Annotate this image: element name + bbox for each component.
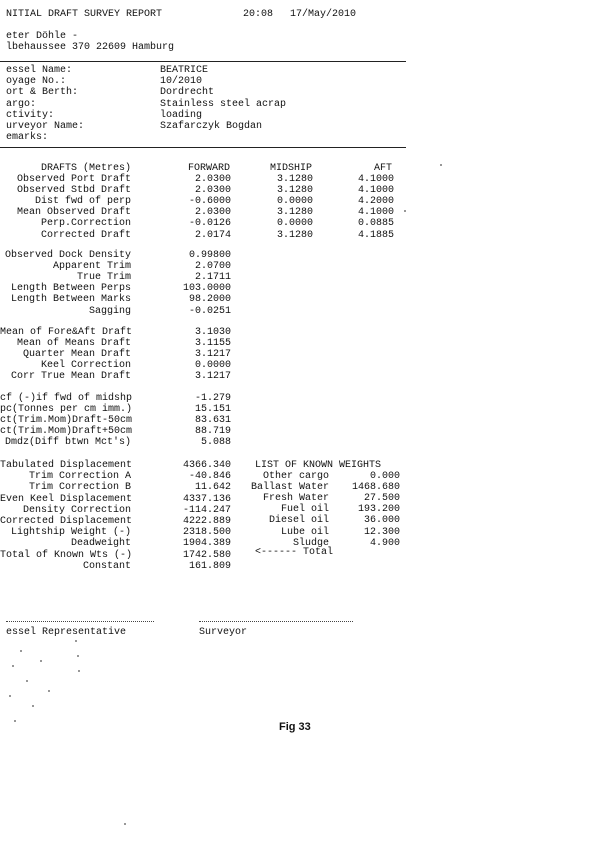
draft-forward-value: 2.0300 [194,207,231,219]
hydro-row-label: cf (-)if fwd of midshp [0,393,133,404]
vessel-info-label: argo: [6,98,37,110]
vessel-info-value: Stainless steel acrap [160,98,287,110]
vessel-info-label: oyage No.: [6,76,67,88]
known-weight-label: Fuel oil [280,504,329,516]
vessel-info-value: Szafarczyk Bogdan [160,121,263,132]
mean-row-value: 3.1030 [194,327,231,338]
hydro-row-value: 88.719 [194,426,231,438]
known-weight-value: 0.000 [369,471,400,482]
known-weight-value: 36.000 [363,515,400,527]
draft-aft-value: 4.1000 [357,185,394,197]
known-weight-value: 4.900 [369,537,400,549]
density-row-label: Observed Dock Density [4,250,131,261]
mean-row-value: 3.1217 [194,349,231,361]
report-time: 20:08 [243,9,274,20]
displacement-row-value: 161.809 [188,560,231,572]
vessel-info-label: urveyor Name: [6,121,85,132]
displacement-row-label: Total of Known Wts (-) [0,549,133,561]
known-weight-value: 27.500 [363,493,400,505]
density-row-label: Length Between Marks [10,294,131,306]
draft-midship-value: 3.1280 [276,207,313,219]
draft-midship-value: 0.0000 [276,196,313,208]
displacement-row-label: Even Keel Displacement [0,493,133,505]
draft-forward-value: -0.0126 [188,218,231,230]
displacement-row-value: 4337.136 [182,493,231,505]
figure-caption: Fig 33 [279,721,311,733]
known-weight-value: 1468.680 [351,482,400,494]
draft-row-label: Perp.Correction [40,218,131,230]
draft-midship-value: 3.1280 [276,229,313,241]
surveyor-label: Surveyor [199,627,248,638]
known-weights-total-label: <------ Total [255,547,334,558]
hydro-row-value: -1.279 [194,393,231,404]
density-row-value: 0.99800 [188,250,231,261]
mean-row-label: Keel Correction [40,360,131,372]
company-name: eter Döhle - [6,31,79,42]
vessel-info-label: ctivity: [6,109,55,121]
draft-forward-value: 2.0300 [194,185,231,197]
draft-aft-value: 4.1885 [357,229,394,241]
known-weight-value: 12.300 [363,526,400,538]
mean-row-label: Mean of Fore&Aft Draft [0,327,133,338]
displacement-row-value: 2318.500 [182,527,231,539]
vessel-info-value: Dordrecht [160,87,215,99]
vessel-info-label: essel Name: [6,65,73,76]
vessel-info-label: ort & Berth: [6,87,79,99]
displacement-row-value: -40.846 [188,471,231,483]
drafts-header-label: DRAFTS (Metres) [40,163,131,174]
draft-row-label: Dist fwd of perp [34,196,131,208]
signature-line-left [6,621,154,622]
mean-row-label: Corr True Mean Draft [10,371,131,383]
density-row-value: 2.0700 [194,261,231,273]
mean-row-value: 3.1217 [194,371,231,383]
displacement-row-label: Lightship Weight (-) [10,527,131,539]
known-weight-label: Fresh Water [262,493,329,505]
displacement-row-label: Trim Correction A [28,471,131,483]
density-row-label: Length Between Perps [10,283,131,295]
hydro-row-label: pc(Tonnes per cm imm.) [0,404,133,416]
company-address: lbehaussee 370 22609 Hamburg [6,42,175,53]
displacement-row-value: 4366.340 [182,460,231,471]
displacement-row-label: Corrected Displacement [0,516,133,527]
draft-forward-value: 2.0300 [194,174,231,185]
draft-row-label: Mean Observed Draft [16,207,131,219]
draft-aft-value: 4.1000 [357,174,394,185]
displacement-row-label: Constant [82,560,131,572]
displacement-row-label: Trim Correction B [28,482,131,494]
known-weight-value: 193.200 [357,504,400,516]
draft-row-label: Observed Port Draft [16,174,131,185]
mean-row-label: Mean of Means Draft [16,338,131,350]
drafts-header-midship: MIDSHIP [269,163,312,174]
displacement-row-value: 1904.389 [182,538,231,550]
top-rule [0,61,406,62]
report-title: NITIAL DRAFT SURVEY REPORT [6,9,163,20]
hydro-row-value: 15.151 [194,404,231,416]
hydro-row-value: 83.631 [194,415,231,427]
hydro-row-value: 5.088 [200,437,231,449]
displacement-row-value: 11.642 [194,482,231,494]
report-date: 17/May/2010 [290,9,357,20]
known-weight-label: Sludge [292,537,329,549]
vessel-info-label: emarks: [6,132,49,144]
drafts-header-aft: AFT [373,163,392,174]
draft-midship-value: 0.0000 [276,218,313,230]
hydro-row-label: ct(Trim.Mom)Draft-50cm [0,415,133,427]
displacement-row-value: 4222.889 [182,516,231,527]
vessel-info-value: BEATRICE [160,65,209,76]
draft-aft-value: 4.1000 [357,207,394,219]
displacement-row-label: Tabulated Displacement [0,460,133,471]
known-weight-label: Diesel oil [268,515,329,527]
mean-row-value: 0.0000 [194,360,231,372]
displacement-row-label: Density Correction [22,504,131,516]
known-weight-label: Other cargo [262,471,329,482]
density-row-value: 98.2000 [188,294,231,306]
known-weights-title: LIST OF KNOWN WEIGHTS [255,460,382,471]
draft-midship-value: 3.1280 [276,174,313,185]
drafts-header-forward: FORWARD [187,163,230,174]
hydro-row-label: Dmdz(Diff btwn Mct's) [4,437,131,449]
density-row-label: Sagging [88,305,131,317]
known-weight-label: Ballast Water [250,482,329,494]
draft-midship-value: 3.1280 [276,185,313,197]
density-row-label: True Trim [76,272,131,284]
draft-aft-value: 0.0885 [357,218,394,230]
density-row-label: Apparent Trim [52,261,131,273]
density-row-value: 2.1711 [194,272,231,284]
vessel-representative-label: essel Representative [6,627,127,638]
draft-aft-value: 4.2000 [357,196,394,208]
mean-row-label: Quarter Mean Draft [22,349,131,361]
draft-forward-value: 2.0174 [194,229,231,241]
draft-forward-value: -0.6000 [188,196,231,208]
draft-row-label: Observed Stbd Draft [16,185,131,197]
signature-line-right [199,621,353,622]
displacement-row-value: 1742.580 [182,549,231,561]
displacement-row-value: -114.247 [182,504,231,516]
hydro-row-label: ct(Trim.Mom)Draft+50cm [0,426,133,438]
vessel-info-value: loading [160,109,203,121]
known-weight-label: Lube oil [280,526,329,538]
draft-row-label: Corrected Draft [40,229,131,241]
density-row-value: 103.0000 [182,283,231,295]
density-row-value: -0.0251 [188,305,231,317]
mean-row-value: 3.1155 [194,338,231,350]
vessel-info-value: 10/2010 [160,76,203,88]
middle-rule [0,147,406,148]
displacement-row-label: Deadweight [70,538,131,550]
